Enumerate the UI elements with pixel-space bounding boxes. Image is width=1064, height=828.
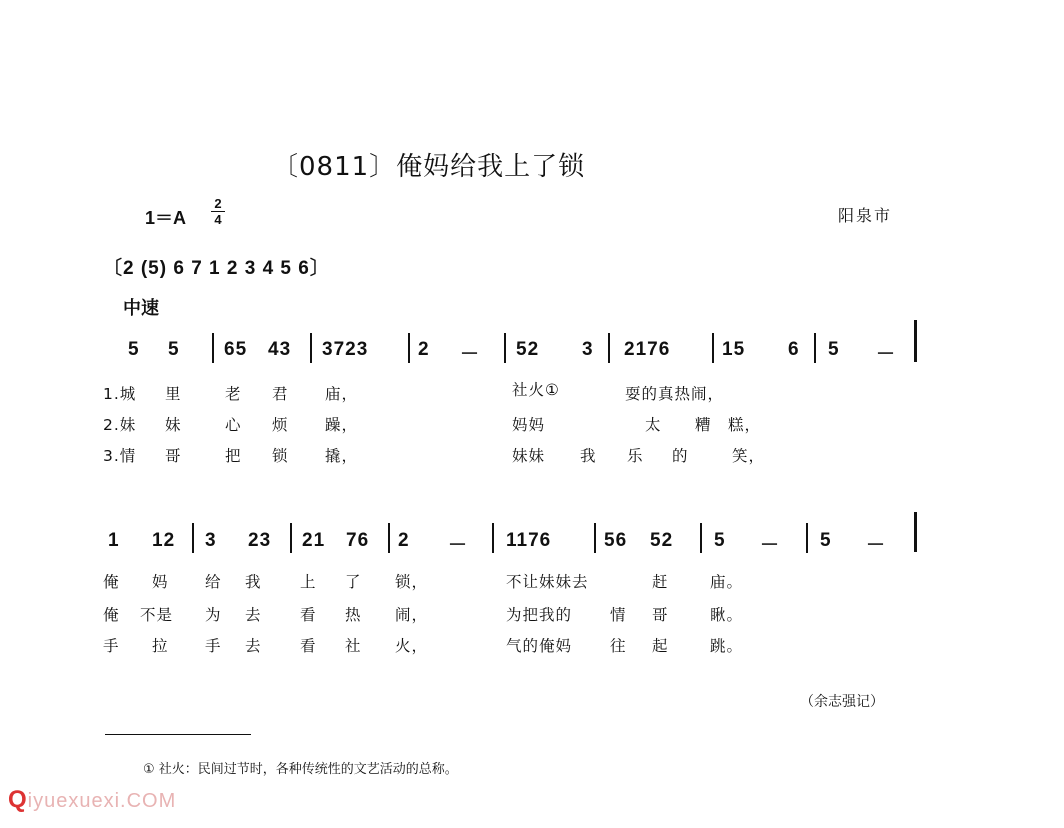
song-title: 〔0811〕俺妈给我上了锁: [272, 152, 586, 182]
dash: －: [876, 344, 897, 365]
barline: [700, 523, 702, 553]
lyric-syllable: 社: [345, 637, 362, 655]
barline: [594, 523, 596, 553]
time-signature: [210, 196, 226, 227]
note-group: 1176: [506, 530, 552, 551]
watermark: [8, 786, 176, 814]
lyric-syllable: 糟: [695, 416, 712, 434]
time-signature-top: 2: [214, 196, 222, 211]
lyric-syllable: 2.妹: [103, 416, 137, 434]
barline: [310, 333, 312, 363]
note-group: 56: [604, 530, 628, 551]
lyric-syllable: 俺: [103, 573, 120, 591]
key-signature: 1＝A: [145, 208, 187, 228]
note-group: 23: [248, 530, 272, 551]
lyric-syllable: 拉: [152, 637, 169, 655]
note-group: 2: [398, 530, 410, 551]
dash: －: [760, 535, 781, 556]
lyric-syllable: 气的俺妈: [506, 637, 573, 655]
barline: [492, 523, 494, 553]
note-group: 2: [418, 339, 430, 360]
lyric-syllable: 看: [300, 637, 317, 655]
note-group: 5: [168, 339, 180, 360]
lyric-syllable: 去: [245, 637, 262, 655]
note-group: 3: [582, 339, 594, 360]
barline: [408, 333, 410, 363]
lyric-syllable: 撬，: [325, 447, 359, 465]
lyric-syllable: 瞅。: [710, 606, 744, 624]
lyric-syllable: 的: [672, 447, 689, 465]
note-group: 52: [516, 339, 540, 360]
region-label: 阳泉市: [838, 206, 893, 225]
lyric-syllable: 热: [345, 606, 362, 624]
lyric-syllable: 庙。: [710, 573, 744, 591]
note-group: 6: [788, 339, 800, 360]
lyric-syllable: 起: [652, 637, 669, 655]
note-group: 15: [722, 339, 746, 360]
lyric-syllable: 上: [300, 573, 317, 591]
dash: －: [866, 535, 887, 556]
lyric-syllable: 锁: [272, 447, 289, 465]
note-group: 2176: [624, 339, 671, 360]
prelude-notation: 〔2 (5) 6 7 1 2 3 4 5 6〕: [103, 258, 330, 279]
barline: [712, 333, 714, 363]
lyric-syllable: 1.城: [103, 385, 137, 403]
lyric-syllable: 给: [205, 573, 222, 591]
barline: [290, 523, 292, 553]
note-group: 52: [650, 530, 674, 551]
footnote-rule: [105, 734, 251, 735]
lyric-syllable: 乐: [627, 447, 644, 465]
lyric-syllable: 看: [300, 606, 317, 624]
lyric-syllable: 君: [272, 385, 289, 403]
note-group: 76: [346, 530, 370, 551]
barline: [814, 333, 816, 363]
lyric-syllable: 为: [205, 606, 222, 624]
barline: [806, 523, 808, 553]
note-group: 5: [714, 530, 726, 551]
note-group: 5: [820, 530, 832, 551]
lyric-syllable: 妹: [165, 416, 182, 434]
lyric-syllable: 去: [245, 606, 262, 624]
barline: [388, 523, 390, 553]
footnote: ① 社火：民间过节时，各种传统性的文艺活动的总称。: [143, 762, 458, 777]
note-group: 3: [205, 530, 217, 551]
lyric-syllable: 妈妈: [512, 416, 546, 434]
lyric-syllable: 我: [245, 573, 262, 591]
lyric-syllable: 赶: [652, 573, 669, 591]
lyric-syllable: 情: [610, 606, 627, 624]
transcriber-credit: （余志强记）: [800, 694, 884, 710]
note-group: 43: [268, 339, 292, 360]
lyric-syllable: 烦: [272, 416, 289, 434]
note-group: 5: [828, 339, 840, 360]
lyric-syllable: 闹，: [395, 606, 429, 624]
note-group: 5: [128, 339, 140, 360]
barline: [212, 333, 214, 363]
dash: －: [460, 344, 481, 365]
lyric-syllable: 跳。: [710, 637, 744, 655]
lyric-syllable: 不让妹妹去: [506, 573, 589, 591]
lyric-syllable: 我: [580, 447, 597, 465]
lyric-syllable: 躁，: [325, 416, 359, 434]
end-barline: [914, 512, 917, 552]
lyric-syllable: 笑，: [732, 447, 766, 465]
lyric-syllable: 里: [165, 385, 182, 403]
lyric-syllable: 手: [205, 637, 222, 655]
time-signature-bottom: 4: [214, 212, 222, 227]
lyric-syllable: 把: [225, 447, 242, 465]
lyric-syllable: 庙，: [325, 385, 359, 403]
lyric-syllable: 老: [225, 385, 242, 403]
lyric-syllable: 妹妹: [512, 447, 546, 465]
note-group: 21: [302, 530, 326, 551]
lyric-syllable: 俺: [103, 606, 120, 624]
lyric-syllable: 锁，: [395, 573, 429, 591]
end-barline: [914, 320, 917, 362]
tempo-marking: 中速: [123, 298, 159, 319]
watermark-text: iyuexuexi.COM: [27, 790, 177, 812]
lyric-syllable: 往: [610, 637, 627, 655]
lyric-syllable: 糕，: [728, 416, 762, 434]
barline: [192, 523, 194, 553]
lyric-syllable: 哥: [165, 447, 182, 465]
lyric-syllable: 妈: [152, 573, 169, 591]
lyric-syllable: 了: [345, 573, 362, 591]
lyric-syllable: 火，: [395, 637, 429, 655]
lyric-syllable: 手: [103, 637, 120, 655]
note-group: 12: [152, 530, 176, 551]
lyric-syllable: 社火①: [512, 381, 560, 399]
lyric-syllable: 耍的真热闹，: [625, 385, 725, 403]
dash: －: [448, 535, 469, 556]
note-group: 3723: [322, 339, 369, 360]
lyric-syllable: 不是: [140, 606, 174, 624]
barline: [608, 333, 610, 363]
lyric-syllable: 太: [645, 416, 662, 434]
barline: [504, 333, 506, 363]
lyric-syllable: 哥: [652, 606, 669, 624]
note-group: 65: [224, 339, 248, 360]
lyric-syllable: 为把我的: [506, 606, 573, 624]
lyric-syllable: 心: [225, 416, 242, 434]
lyric-syllable: 3.情: [103, 447, 137, 465]
watermark-logo: Q: [8, 786, 28, 813]
note-group: 1: [108, 530, 120, 551]
